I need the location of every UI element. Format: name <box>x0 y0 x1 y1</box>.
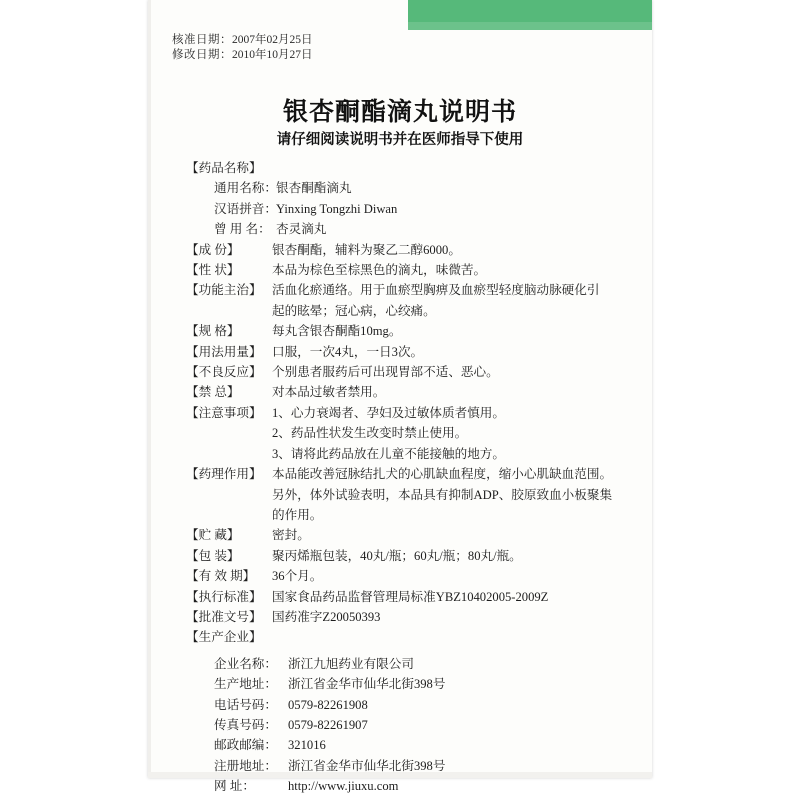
manufacturer-row <box>214 695 632 715</box>
section-packaging-value: 聚丙烯瓶包装，40丸/瓶；60丸/瓶；80丸/瓶。 <box>272 548 522 563</box>
drug-name-generic <box>186 178 632 198</box>
website-value: http://www.jiuxu.com <box>288 779 399 794</box>
production-address-value: 浙江省金华市仙华北街398号 <box>288 677 446 692</box>
section-adverse-reactions-value: 个别患者服药后可出现胃部不适、恶心。 <box>272 365 499 380</box>
registered-address-label: 注册地址： <box>214 758 277 773</box>
generic-name-label: 通用名称： <box>214 181 277 196</box>
generic-name-value: 银杏酮酯滴丸 <box>276 181 352 196</box>
revision-date-label: 修改日期： <box>172 49 232 61</box>
section-ingredients-value: 银杏酮酯，辅料为聚乙二醇6000。 <box>272 242 461 257</box>
section-drug-name <box>186 158 632 178</box>
section-contraindication <box>186 382 632 402</box>
section-standard-value: 国家食品药品监督管理局标准YBZ10402005-2009Z <box>272 589 549 604</box>
page-title: 银杏酮酯滴丸说明书 <box>282 99 517 126</box>
section-packaging <box>186 546 632 566</box>
section-standard-key: 【执行标准】 <box>186 589 262 604</box>
manufacturer-name-label: 企业名称： <box>214 656 277 671</box>
approval-date-label: 核准日期： <box>172 34 232 46</box>
section-approval-number-key: 【批准文号】 <box>186 609 262 624</box>
section-drug-name-key: 【药品名称】 <box>186 161 262 175</box>
drug-name-pinyin <box>186 199 632 219</box>
manufacturer-row <box>214 735 632 755</box>
drug-name-former <box>186 219 632 239</box>
page-subtitle: 请仔细阅读说明书并在医师指导下使用 <box>276 132 524 148</box>
section-adverse-reactions <box>186 362 632 382</box>
fax-label: 传真号码： <box>214 717 277 732</box>
section-ingredients <box>186 240 632 260</box>
section-validity-key: 【有 效 期】 <box>186 569 256 584</box>
section-pharmacology <box>186 464 632 525</box>
section-contraindication-key: 【禁 总】 <box>186 385 240 400</box>
section-storage-value: 密封。 <box>272 528 310 543</box>
leaflet-body <box>186 158 632 797</box>
section-properties-value: 本品为棕色至棕黑色的滴丸，味微苦。 <box>272 263 487 278</box>
green-header-band-lower <box>408 22 652 30</box>
section-properties-key: 【性 状】 <box>186 263 240 278</box>
section-properties <box>186 260 632 280</box>
section-ingredients-key: 【成 份】 <box>186 242 240 257</box>
section-approval-number <box>186 607 632 627</box>
website-label: 网 址： <box>214 779 255 794</box>
section-validity <box>186 566 632 586</box>
section-spec <box>186 321 632 341</box>
section-approval-number-value: 国药准字Z20050393 <box>272 609 381 624</box>
section-dosage <box>186 342 632 362</box>
manufacturer-row <box>214 674 632 694</box>
fax-value: 0579-82261907 <box>288 717 368 732</box>
phone-label: 电话号码： <box>214 697 277 712</box>
section-pharmacology-line-3: 的作用。 <box>272 507 323 522</box>
section-precautions-line-3: 3、请将此药品放在儿童不能接触的地方。 <box>272 446 505 461</box>
section-storage-key: 【贮 藏】 <box>186 528 240 543</box>
section-indications <box>186 280 632 321</box>
section-storage <box>186 525 632 545</box>
former-name-value: 杏灵滴丸 <box>276 222 327 237</box>
section-adverse-reactions-key: 【不良反应】 <box>186 365 262 380</box>
pinyin-label: 汉语拼音： <box>214 201 277 216</box>
section-precautions-line-1: 1、心力衰竭者、孕妇及过敏体质者慎用。 <box>272 405 505 420</box>
section-dosage-value: 口服，一次4丸，一日3次。 <box>272 344 424 359</box>
phone-value: 0579-82261908 <box>288 697 368 712</box>
section-spec-value: 每丸含银杏酮酯10mg。 <box>272 324 402 339</box>
manufacturer-details <box>186 654 632 797</box>
revision-date-value: 2010年10月27日 <box>232 49 313 61</box>
section-precautions <box>186 403 632 464</box>
postcode-label: 邮政邮编： <box>214 738 277 753</box>
registered-address-value: 浙江省金华市仙华北街398号 <box>288 758 446 773</box>
section-validity-value: 36个月。 <box>272 569 323 584</box>
section-indications-line-2: 起的眩晕；冠心病，心绞痛。 <box>272 303 436 318</box>
section-contraindication-value: 对本品过敏者禁用。 <box>272 385 386 400</box>
approval-date-row <box>172 33 313 48</box>
section-packaging-key: 【包 装】 <box>186 548 240 563</box>
section-pharmacology-line-1: 本品能改善冠脉结扎犬的心肌缺血程度，缩小心肌缺血范围。 <box>272 467 613 482</box>
section-pharmacology-line-2: 另外，体外试验表明，本品具有抑制ADP、胶原致血小板聚集 <box>272 487 613 502</box>
section-dosage-key: 【用法用量】 <box>186 344 262 359</box>
manufacturer-row <box>214 654 632 674</box>
manufacturer-row <box>214 756 632 776</box>
postcode-value: 321016 <box>288 738 326 753</box>
production-address-label: 生产地址： <box>214 677 277 692</box>
approval-dates <box>172 33 313 63</box>
section-pharmacology-key: 【药理作用】 <box>186 467 262 482</box>
manufacturer-name-value: 浙江九旭药业有限公司 <box>288 656 414 671</box>
approval-date-value: 2007年02月25日 <box>232 34 313 46</box>
section-standard <box>186 587 632 607</box>
manufacturer-row <box>214 715 632 735</box>
pinyin-value: Yinxing Tongzhi Diwan <box>276 201 398 216</box>
section-precautions-key: 【注意事项】 <box>186 405 262 420</box>
manufacturer-row <box>214 776 632 796</box>
former-name-label: 曾 用 名： <box>214 222 271 237</box>
section-indications-key: 【功能主治】 <box>186 283 262 298</box>
section-manufacturer <box>186 627 632 647</box>
revision-date-row <box>172 48 313 63</box>
section-spec-key: 【规 格】 <box>186 324 240 339</box>
section-precautions-line-2: 2、药品性状发生改变时禁止使用。 <box>272 426 468 441</box>
section-indications-line-1: 活血化瘀通络。用于血瘀型胸痹及血瘀型轻度脑动脉硬化引 <box>272 283 600 298</box>
section-manufacturer-key: 【生产企业】 <box>186 630 262 645</box>
